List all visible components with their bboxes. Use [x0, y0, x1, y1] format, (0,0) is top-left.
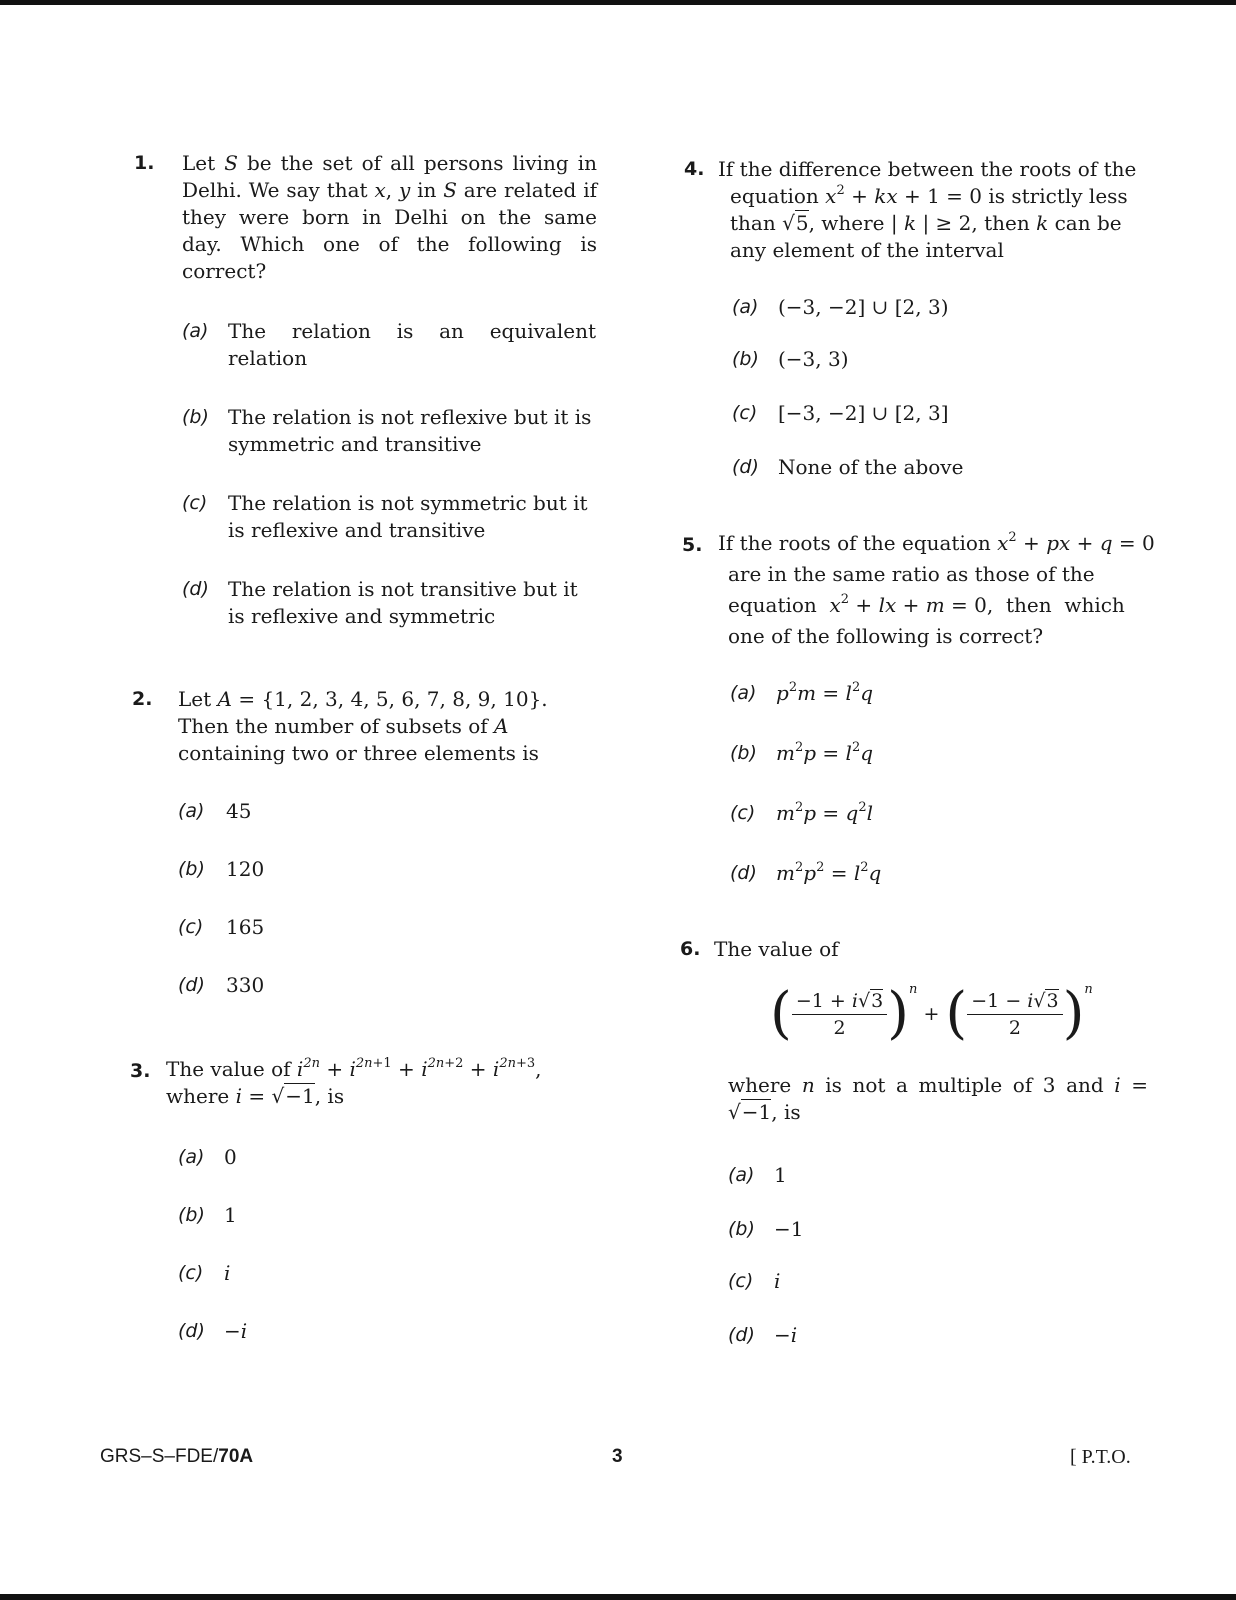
page-number: 3 [612, 1446, 623, 1467]
option-label: (a) [730, 682, 757, 704]
question-text: If the roots of the equation $x^2$ + px + q = 0 are in the same ratio as those of the equation $x^2$ + lx + m = 0, then which one of the following is correct? [718, 530, 1155, 648]
option-label: (a) [732, 296, 759, 318]
paper-code-suffix: 70A [218, 1446, 254, 1467]
option-text: $p^2m = l^2q$ [776, 680, 874, 705]
option-text: $m^2p = q^2l$ [776, 800, 874, 825]
option-text: The relation is not symmetric but it is reflexive and transitive [228, 491, 588, 542]
option-label: (c) [730, 802, 756, 824]
option-label: (a) [178, 1146, 205, 1168]
option-label: (c) [728, 1270, 754, 1292]
option-text: $m^2p^2 = l^2q$ [776, 860, 882, 885]
option-label: (b) [178, 858, 205, 880]
question-number: 5. [682, 534, 703, 556]
question-text-after: where n is not a multiple of 3 and i = √−1, is [728, 1073, 1149, 1124]
option-text: The relation is not transitive but it is reflexive and symmetric [228, 577, 578, 628]
option-text: None of the above [778, 455, 964, 479]
option-text: 1 [224, 1203, 237, 1227]
bottom-border [0, 1594, 1236, 1600]
option-text: −i [774, 1323, 798, 1347]
question-text: If the difference between the roots of the equation $x^2$ + kx + 1 = 0 is strictly less than √5, where | k | ≥ 2, then k can be any element of the interval [718, 157, 1137, 262]
option-label: (b) [728, 1218, 755, 1240]
option-text: $m^2p = l^2q$ [776, 740, 874, 765]
complex-expression: ( $\frac{-1 + i√3}{2}$ )$^n$ + ( $\frac{-1 - i√3}{2}$ )$^n$ [770, 981, 1093, 1046]
option-label: (d) [732, 456, 759, 478]
question-number: 3. [130, 1060, 151, 1082]
option-text: i [774, 1269, 781, 1293]
option-label: (a) [182, 320, 209, 342]
option-text: 45 [226, 799, 252, 823]
option-text: 0 [224, 1145, 237, 1169]
question-number: 6. [680, 938, 701, 960]
option-label: (a) [178, 800, 205, 822]
option-label: (c) [178, 1262, 204, 1284]
option-label: (c) [732, 402, 758, 424]
option-label: (d) [178, 1320, 205, 1342]
question-number: 1. [134, 152, 155, 174]
option-label: (d) [178, 974, 205, 996]
pto-label: [ P.T.O. [1070, 1446, 1131, 1468]
question-text: The value of [714, 937, 839, 961]
option-text: 120 [226, 857, 265, 881]
option-text: The relation is an equivalent relation [228, 319, 596, 370]
option-label: (b) [182, 406, 209, 428]
top-border [0, 0, 1236, 5]
option-text: (−3, −2] ∪ [2, 3) [778, 295, 949, 319]
option-text: 1 [774, 1163, 787, 1187]
option-label: (b) [178, 1204, 205, 1226]
question-number: 4. [684, 158, 705, 180]
option-text: (−3, 3) [778, 347, 849, 371]
option-text: −i [224, 1319, 248, 1343]
option-text: 165 [226, 915, 265, 939]
question-text: Let A = {1, 2, 3, 4, 5, 6, 7, 8, 9, 10}. Then the number of subsets of A containing two or three elements is [178, 687, 548, 765]
question-number: 2. [132, 688, 153, 710]
option-text: 330 [226, 973, 265, 997]
option-label: (b) [732, 348, 759, 370]
option-label: (c) [182, 492, 208, 514]
option-label: (b) [730, 742, 757, 764]
option-text: [−3, −2] ∪ [2, 3] [778, 401, 949, 425]
option-label: (d) [182, 578, 209, 600]
question-text: Let S be the set of all persons living in Delhi. We say that x, y in S are related if they were born in Delhi on the same day. Which one of the following is correct? [182, 151, 597, 283]
option-text: The relation is not reflexive but it is symmetric and transitive [228, 405, 592, 456]
option-text: −1 [774, 1217, 804, 1241]
question-text: The value of $i^{2n} + i^{2n+1} + i^{2n+2} + i^{2n+3}$, where i = √−1, is [166, 1056, 542, 1108]
paper-code [100, 1446, 253, 1468]
option-label: (c) [178, 916, 204, 938]
option-label: (d) [728, 1324, 755, 1346]
option-label: (a) [728, 1164, 755, 1186]
option-label: (d) [730, 862, 757, 884]
option-text: i [224, 1261, 231, 1285]
paper-code-prefix: GRS–S–FDE/ [100, 1446, 219, 1467]
